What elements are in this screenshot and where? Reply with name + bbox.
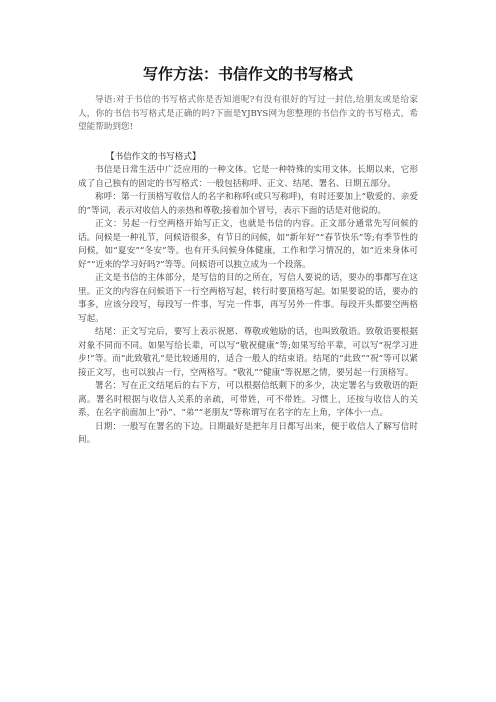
intro-paragraph: 导语:对于书信的书写格式你是否知道呢?有没有很好的写过一封信,给朋友或是给家人，你的书信书写格式是正确的吗?下面是YJBYS网为您整理的书信作文的书写格式，希望能帮助到您!: [78, 95, 418, 132]
body-paragraph: 书信是日常生活中广泛应用的一种文体。它是一种特殊的实用文体。长期以来，它形成了自己独有的固定的书写格式：一般包括称呼、正文、结尾、署名、日期五部分。: [78, 165, 418, 189]
document-body: [78, 94, 418, 448]
body-paragraph: 正文是书信的主体部分，是写信的目的之所在，写信人要说的话，要办的事都写在这里。正文的内容在问候语下一行空两格写起，转行时要顶格写起。如果要说的话，要办的事多，应该分段写，每段写一件事，写完一件事，再写另外一件事。每段开头都要空两格写起。: [78, 273, 418, 324]
body-paragraph: 日期：一般写在署名的下边。日期最好是把年月日都写出来，便于收信人了解写信时间。: [78, 421, 418, 445]
body-paragraph: 正文：另起一行空两格开始写正文，也就是书信的内容。正文部分通常先写问候的话。问候是一种礼节，问候语很多，有节日的问候，如“新年好”“春节快乐”等;有季节性的问候，如“夏安”“冬安”等。也有开头问候身体健康，工作和学习情况的，如“近来身体可好”“近来的学习好吗?”等等。问候语可以独立成为一个段落。: [78, 219, 418, 270]
body-paragraph: 结尾：正文写完后，要写上表示祝愿、尊敬或勉励的话，也叫致敬语。致敬语要根据对象不同而不同。如果写给长辈，可以写“敬祝健康”等;如果写给平辈，可以写“祝学习进步!”等。而“此致敬礼”是比较通用的，适合一般人的结束语。结尾的“此致”“祝”等可以紧接正文写，也可以独占一行，空两格写。“敬礼”“健康”等祝愿之情，要另起一行顶格写。: [78, 327, 418, 378]
body-paragraph: 署名：写在正文结尾后的右下方，可以根据信纸剩下的多少，决定署名与致敬语的距离。署名时根据与收信人关系的亲疏，可带姓，可不带姓。习惯上，还按与收信人的关系，在名字前面加上“孙”、“弟”“老朋友”等称谓写在名字的左上角，字体小一点。: [78, 381, 418, 418]
document-title: 写作方法：书信作文的书写格式: [142, 65, 353, 83]
body-paragraph: 称呼：第一行顶格写收信人的名字和称呼(或只写称呼)，有时还要加上“敬爱的、亲爱的”等词，表示对收信人的亲热和尊敬;接着加个冒号，表示下面的话是对他说的。: [78, 192, 418, 216]
paragraph-gap: [78, 135, 418, 151]
section-heading: 【书信作文的书写格式】: [106, 151, 201, 162]
